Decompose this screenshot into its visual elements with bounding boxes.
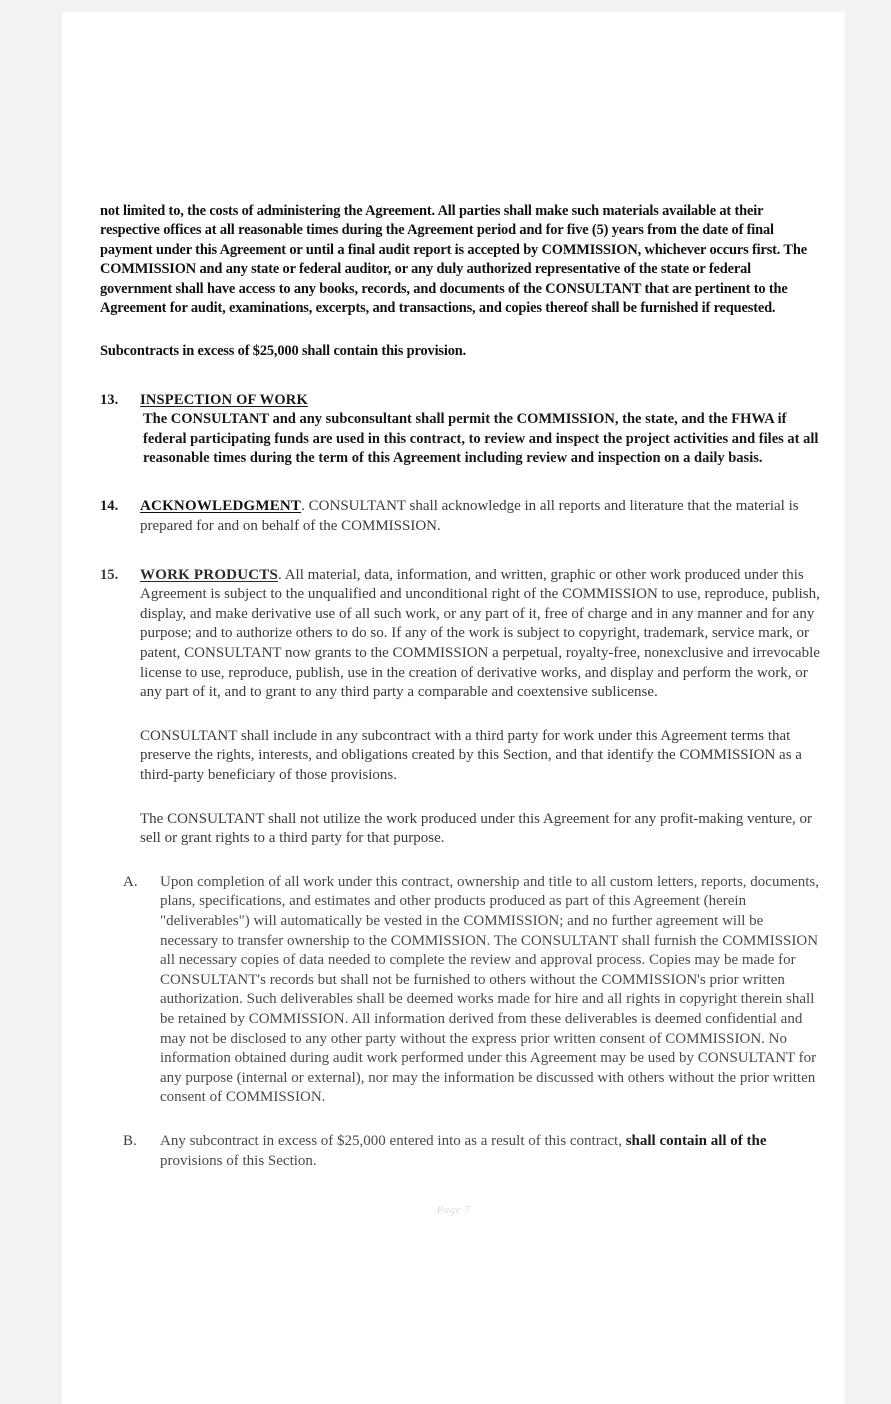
- paragraph-spacer: [100, 703, 822, 727]
- lettered-item-a: [123, 873, 822, 1108]
- section-13-body: The CONSULTANT and any subconsultant shall permit the COMMISSION, the state, and the FHWA if federal participating funds are used in this contract, to review and inspect the project activities and files at all reasonable times during the term of this Agreement including review and inspection on a daily basis.: [143, 411, 819, 467]
- page-number-footer: Page 7: [436, 1204, 471, 1216]
- subcontracts-note-paragraph: Subcontracts in excess of $25,000 shall contain this provision.: [100, 343, 467, 360]
- section-15-heading: WORK PRODUCTS: [140, 566, 279, 583]
- section-13: [100, 391, 822, 469]
- section-15-body: . All material, data, information, and written, graphic or other work produced under this Agreement is subject to the unqualified and unconditional right of the COMMISSION to use, reproduce, publish, display, and make derivative use of all such work, or any part of it, free of charge and in any manner and for any purpose; and to authorize others to do so. If any of the work is subject to copyright, trademark, service mark, or patent, CONSULTANT now grants to the COMMISSION a perpetual, royalty-free, nonexclusive and irrevocable license to use, reproduce, publish, use in the creation of derivative works, and display and perform the work, or any part of it, and to grant to any third party a comparable and coextensive sublicense.: [140, 566, 820, 701]
- continued-paragraph: not limited to, the costs of administering the Agreement. All parties shall make such materials available at their respective offices at all reasonable times during the Agreement period and for five (5) years from the date of final payment under this Agreement or until a final audit report is accepted by COMMISSION, whichever occurs first. The COMMISSION and any state or federal auditor, or any duly authorized representative of the state or federal government shall have access to any books, records, and documents of the CONSULTANT that are pertinent to the Agreement for audit, examinations, excerpts, and transactions, and copies thereof shall be furnished if requested.: [100, 203, 807, 317]
- section-15-number: 15.: [100, 566, 119, 583]
- section-14-number: 14.: [100, 498, 119, 515]
- section-14-heading: ACKNOWLEDGMENT: [140, 498, 302, 515]
- section-13-number: 13.: [100, 391, 119, 408]
- section-14-body: . CONSULTANT shall acknowledge in all reports and literature that the material is prepared for and on behalf of the COMMISSION.: [140, 498, 799, 535]
- paragraph-spacer: [100, 362, 822, 391]
- section-13-heading: INSPECTION OF WORK: [140, 391, 308, 408]
- document-text-body: [100, 202, 822, 1171]
- paragraph-spacer: [100, 468, 822, 497]
- paragraph-spacer: [100, 849, 822, 873]
- work-products-paragraph-1: CONSULTANT shall include in any subcontract with a third party for work under this Agreement terms that preserve the rights, interests, and obligations created by this Section, and that identify the COMMISSION as a third-party beneficiary of those provisions.: [140, 727, 802, 783]
- lettered-item-a-text: Upon completion of all work under this contract, ownership and title to all custom letters, reports, documents, plans, specifications, and estimates and other products produced as part of this Agreement (herein "deliverables") will automatically be vested in the COMMISSION; and no further agreement will be necessary to transfer ownership to the COMMISSION. The CONSULTANT shall furnish the COMMISSION all necessary copies of data needed to complete the review and approval process. Copies may be made for CONSULTANT's records but shall not be furnished to others without the COMMISSION's prior written authorization. Such deliverables shall be deemed works made for hire and all rights in copyright therein shall be retained by COMMISSION. All information derived from these deliverables is deemed confidential and may not be disclosed to any other party without the express prior written consent of COMMISSION. No information obtained during audit work performed under this Agreement may be used by CONSULTANT for any purpose (internal or external), nor may the information be discussed with others without the prior written consent of COMMISSION.: [160, 873, 820, 1106]
- section-15-body-line: [140, 566, 822, 703]
- section-14-body-line: [140, 497, 822, 536]
- lettered-item-b-text-head: Any subcontract in excess of $25,000 entered into as a result of this contract,: [160, 1132, 626, 1149]
- section-13-heading-line: [140, 391, 822, 410]
- document-page: [62, 12, 845, 1404]
- paragraph-spacer: [100, 537, 822, 566]
- lettered-item-b-text-tail: provisions of this Section.: [160, 1152, 317, 1169]
- lettered-item-a-marker: A.: [123, 873, 138, 890]
- paragraph-spacer: [100, 786, 822, 810]
- lettered-item-b-text: [160, 1132, 822, 1171]
- section-15: [100, 566, 822, 703]
- lettered-item-b-text-emphasis: shall contain all of the: [625, 1132, 767, 1149]
- work-products-paragraph-1-wrap: [100, 727, 822, 786]
- paragraph-spacer: [100, 318, 822, 342]
- lettered-item-b: [123, 1132, 822, 1171]
- work-products-paragraph-2-wrap: [100, 810, 822, 849]
- section-14: [100, 497, 822, 536]
- lettered-item-b-marker: B.: [123, 1132, 137, 1149]
- paragraph-spacer: [100, 1108, 822, 1132]
- work-products-paragraph-2: The CONSULTANT shall not utilize the work produced under this Agreement for any profit-making venture, or sell or grant rights to a third party for that purpose.: [140, 810, 812, 847]
